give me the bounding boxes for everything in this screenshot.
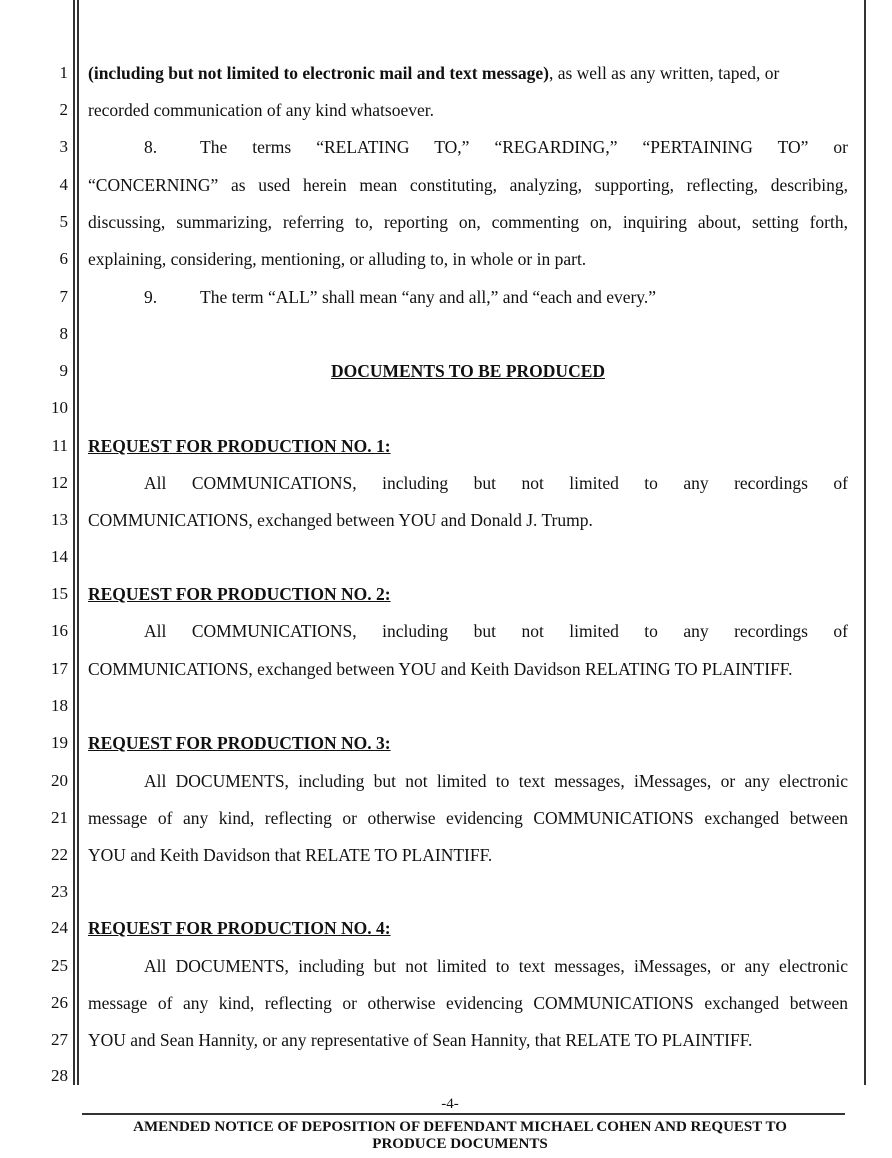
line-5: discussing, summarizing, referring to, reporting on, commenting on, inquiring about, setting forth, [88, 212, 848, 232]
line-number: 15 [51, 584, 68, 603]
line-number: 28 [51, 1066, 68, 1085]
request-2-line-2: COMMUNICATIONS, exchanged between YOU and Keith Davidson RELATING TO PLAINTIFF. [88, 659, 793, 679]
footer-title-line-2: PRODUCE DOCUMENTS [372, 1136, 548, 1152]
line-number: 9 [59, 361, 68, 380]
request-1-line-2: COMMUNICATIONS, exchanged between YOU and Donald J. Trump. [88, 510, 593, 530]
request-1-title: REQUEST FOR PRODUCTION NO. 1: [88, 436, 391, 456]
line-1 [88, 63, 848, 83]
request-2-line-1: All COMMUNICATIONS, including but not limited to any recordings of [144, 621, 848, 641]
request-4-line-3: YOU and Sean Hannity, or any representative of Sean Hannity, that RELATE TO PLAINTIFF. [88, 1030, 753, 1050]
line-3 [88, 137, 848, 157]
line-number: 11 [51, 436, 68, 455]
line-number: 3 [59, 137, 68, 156]
line-1-bold-text: (including but not limited to electronic mail and text message) [88, 63, 549, 83]
section-heading: DOCUMENTS TO BE PRODUCED [330, 361, 606, 381]
request-3-line-3: YOU and Keith Davidson that RELATE TO PLAINTIFF. [88, 845, 493, 865]
line-number: 2 [59, 100, 68, 119]
definition-number-8: 8. [144, 137, 158, 157]
request-2-title: REQUEST FOR PRODUCTION NO. 2: [88, 584, 391, 604]
line-number: 13 [51, 510, 68, 529]
request-4-line-1: All DOCUMENTS, including but not limited to text messages, iMessages, or any electronic [144, 956, 848, 976]
definition-9-text: The term “ALL” shall mean “any and all,” and “each and every.” [200, 287, 657, 307]
left-margin-rule-outer [73, 0, 75, 1085]
line-number: 24 [51, 918, 68, 937]
line-number: 19 [51, 733, 68, 752]
line-6: explaining, considering, mentioning, or alluding to, in whole or in part. [88, 249, 587, 269]
request-1-line-1: All COMMUNICATIONS, including but not limited to any recordings of [144, 473, 848, 493]
line-number: 21 [51, 808, 68, 827]
request-3-title: REQUEST FOR PRODUCTION NO. 3: [88, 733, 391, 753]
right-margin-rule [864, 0, 866, 1085]
line-number: 7 [59, 287, 68, 306]
line-1-text: , as well as any written, taped, or [548, 63, 780, 83]
line-number: 26 [51, 993, 68, 1012]
line-number: 23 [51, 882, 68, 901]
line-number: 8 [59, 324, 68, 343]
line-2: recorded communication of any kind whatsoever. [88, 100, 435, 120]
footer-rule [82, 1113, 845, 1115]
request-4-line-2: message of any kind, reflecting or otherwise evidencing COMMUNICATIONS exchanged between [88, 993, 848, 1013]
line-number: 6 [59, 249, 68, 268]
definition-number-9: 9. [144, 287, 158, 307]
request-4-title: REQUEST FOR PRODUCTION NO. 4: [88, 918, 391, 938]
definition-8-text: The terms “RELATING TO,” “REGARDING,” “PERTAINING TO” or [200, 137, 848, 157]
left-margin-rule-inner [77, 0, 79, 1085]
request-3-line-1: All DOCUMENTS, including but not limited to text messages, iMessages, or any electronic [144, 771, 848, 791]
line-number: 20 [51, 771, 68, 790]
line-number: 12 [51, 473, 68, 492]
line-number: 17 [51, 659, 68, 678]
footer-title-line-1: AMENDED NOTICE OF DEPOSITION OF DEFENDANT MICHAEL COHEN AND REQUEST TO [133, 1119, 787, 1135]
line-number: 1 [59, 63, 68, 82]
request-3-line-2: message of any kind, reflecting or otherwise evidencing COMMUNICATIONS exchanged between [88, 808, 848, 828]
line-7 [88, 287, 848, 307]
line-number: 22 [51, 845, 68, 864]
line-number: 25 [51, 956, 68, 975]
line-number: 16 [51, 621, 68, 640]
line-4: “CONCERNING” as used herein mean constituting, analyzing, supporting, reflecting, describing, [88, 175, 848, 195]
line-number: 14 [51, 547, 68, 566]
line-number: 27 [51, 1030, 68, 1049]
page-number: -4- [441, 1096, 459, 1112]
line-number: 4 [59, 175, 68, 194]
line-number: 10 [51, 398, 68, 417]
line-number: 18 [51, 696, 68, 715]
line-number: 5 [59, 212, 68, 231]
